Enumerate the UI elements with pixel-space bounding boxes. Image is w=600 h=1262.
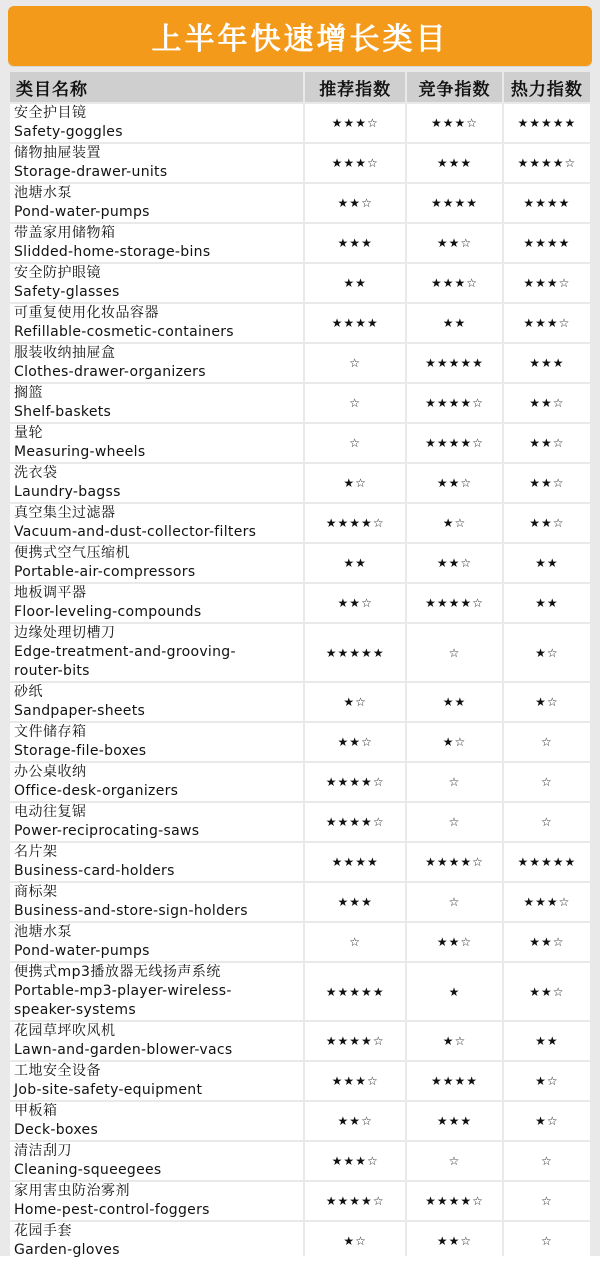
- table-row: [10, 803, 590, 841]
- category-name-en: Cleaning-squeegees: [14, 1162, 162, 1178]
- competition-stars: ★☆: [407, 504, 501, 542]
- category-name-en: Deck-boxes: [14, 1122, 99, 1138]
- competition-stars: ★★★★☆: [407, 1182, 501, 1220]
- recommend-stars: ★★★★★: [305, 963, 405, 1020]
- recommend-stars: ★★★☆: [305, 144, 405, 182]
- category-name-en-continued: router-bits: [14, 663, 90, 679]
- recommend-stars: ★★★★☆: [305, 1022, 405, 1060]
- category-name-en: Home-pest-control-foggers: [14, 1202, 210, 1218]
- table-header: [10, 72, 590, 102]
- heat-stars: ★★: [504, 544, 590, 582]
- category-name-en: Safety-glasses: [14, 284, 120, 300]
- recommend-stars: ★★★★: [305, 304, 405, 342]
- table-row: [10, 264, 590, 302]
- heat-stars: ☆: [504, 723, 590, 761]
- category-name-cell: [10, 763, 303, 801]
- heat-stars: ★★★☆: [504, 264, 590, 302]
- recommend-stars: ★★★★★: [305, 624, 405, 681]
- recommend-stars: ★☆: [305, 683, 405, 721]
- table-row: [10, 723, 590, 761]
- category-name-zh: 商标架: [14, 884, 58, 900]
- recommend-stars: ☆: [305, 384, 405, 422]
- recommend-stars: ★☆: [305, 464, 405, 502]
- category-name-cell: [10, 1102, 303, 1140]
- competition-stars: ☆: [407, 1142, 501, 1180]
- category-name-zh: 搁篮: [14, 385, 43, 401]
- heat-stars: ★★★☆: [504, 304, 590, 342]
- category-name-zh: 便携式空气压缩机: [14, 545, 130, 561]
- recommend-stars: ★★★★☆: [305, 803, 405, 841]
- category-name-zh: 名片架: [14, 844, 58, 860]
- competition-stars: ☆: [407, 883, 501, 921]
- category-name-zh: 花园草坪吹风机: [14, 1023, 116, 1039]
- table-row: [10, 1102, 590, 1140]
- heat-stars: ★★★★: [504, 184, 590, 222]
- category-name-zh: 安全护目镜: [14, 105, 87, 121]
- category-name-zh: 池塘水泵: [14, 185, 72, 201]
- heat-stars: ★★☆: [504, 424, 590, 462]
- category-name-en: Garden-gloves: [14, 1242, 120, 1258]
- category-name-zh: 砂纸: [14, 684, 43, 700]
- heat-stars: ★☆: [504, 1062, 590, 1100]
- competition-stars: ☆: [407, 624, 501, 681]
- heat-stars: ☆: [504, 1182, 590, 1220]
- table-row: [10, 384, 590, 422]
- competition-stars: ★★★★: [407, 1062, 501, 1100]
- table-row: [10, 464, 590, 502]
- category-name-cell: [10, 923, 303, 961]
- heat-stars: ★★★☆: [504, 883, 590, 921]
- category-name-en: Slidded-home-storage-bins: [14, 244, 211, 260]
- recommend-stars: ☆: [305, 424, 405, 462]
- category-name-en: Vacuum-and-dust-collector-filters: [14, 524, 257, 540]
- category-name-en: Pond-water-pumps: [14, 204, 150, 220]
- category-name-en: Sandpaper-sheets: [14, 703, 146, 719]
- table-row: [10, 544, 590, 582]
- page-title: 上半年快速增长类目: [8, 6, 592, 66]
- column-header-name: 类目名称: [10, 72, 303, 102]
- heat-stars: ★★★★★: [504, 104, 590, 142]
- column-header-competition: 竞争指数: [407, 72, 501, 102]
- competition-stars: ★★★☆: [407, 264, 501, 302]
- table-row: [10, 883, 590, 921]
- category-name-cell: [10, 344, 303, 382]
- recommend-stars: ★★★★: [305, 843, 405, 881]
- category-name-cell: [10, 144, 303, 182]
- competition-stars: ★☆: [407, 1022, 501, 1060]
- competition-stars: ☆: [407, 803, 501, 841]
- category-name-zh: 电动往复锯: [14, 804, 87, 820]
- competition-stars: ★★☆: [407, 923, 501, 961]
- competition-stars: ★☆: [407, 723, 501, 761]
- heat-stars: ☆: [504, 1142, 590, 1180]
- table-row: [10, 1222, 590, 1260]
- category-name-en: Lawn-and-garden-blower-vacs: [14, 1042, 233, 1058]
- category-name-en: Power-reciprocating-saws: [14, 823, 200, 839]
- heat-stars: ★★☆: [504, 384, 590, 422]
- category-name-en: Portable-mp3-player-wireless-: [14, 983, 232, 999]
- category-name-cell: [10, 104, 303, 142]
- table-row: [10, 1182, 590, 1220]
- category-name-cell: [10, 544, 303, 582]
- heat-stars: ☆: [504, 1222, 590, 1260]
- column-header-recommend: 推荐指数: [305, 72, 405, 102]
- competition-stars: ★★: [407, 304, 501, 342]
- category-name-cell: [10, 1062, 303, 1100]
- recommend-stars: ★★★☆: [305, 1142, 405, 1180]
- heat-stars: ★★☆: [504, 923, 590, 961]
- recommend-stars: ★★★☆: [305, 1062, 405, 1100]
- competition-stars: ★: [407, 963, 501, 1020]
- category-name-cell: [10, 184, 303, 222]
- recommend-stars: ★★★★☆: [305, 1182, 405, 1220]
- heat-stars: ★★☆: [504, 963, 590, 1020]
- competition-stars: ★★☆: [407, 1222, 501, 1260]
- category-name-en: Laundry-bagss: [14, 484, 121, 500]
- category-name-cell: [10, 224, 303, 262]
- heat-stars: ★☆: [504, 624, 590, 681]
- category-name-cell: [10, 843, 303, 881]
- category-name-zh: 文件储存箱: [14, 724, 87, 740]
- category-name-cell: [10, 504, 303, 542]
- category-name-cell: [10, 683, 303, 721]
- competition-stars: ★★★: [407, 144, 501, 182]
- category-name-zh: 工地安全设备: [14, 1063, 101, 1079]
- heat-stars: ☆: [504, 763, 590, 801]
- category-name-zh: 甲板箱: [14, 1103, 58, 1119]
- competition-stars: ☆: [407, 763, 501, 801]
- heat-stars: ★★: [504, 584, 590, 622]
- heat-stars: ★★☆: [504, 464, 590, 502]
- category-name-en: Safety-goggles: [14, 124, 123, 140]
- category-name-en: Job-site-safety-equipment: [14, 1082, 203, 1098]
- category-name-zh: 服装收纳抽屉盒: [14, 345, 116, 361]
- table-row: [10, 763, 590, 801]
- competition-stars: ★★★★☆: [407, 584, 501, 622]
- category-name-en: Floor-leveling-compounds: [14, 604, 202, 620]
- table-row: [10, 1062, 590, 1100]
- competition-stars: ★★: [407, 683, 501, 721]
- recommend-stars: ★★: [305, 544, 405, 582]
- column-header-heat: 热力指数: [504, 72, 590, 102]
- heat-stars: ★★★★: [504, 224, 590, 262]
- table-row: [10, 683, 590, 721]
- category-name-cell: [10, 424, 303, 462]
- competition-stars: ★★★★: [407, 184, 501, 222]
- category-name-cell: [10, 1022, 303, 1060]
- category-name-en-continued: speaker-systems: [14, 1002, 136, 1018]
- category-name-en: Edge-treatment-and-grooving-: [14, 644, 236, 660]
- category-name-cell: [10, 963, 303, 1020]
- competition-stars: ★★★★☆: [407, 843, 501, 881]
- table-body: [10, 104, 590, 1260]
- header-row: [10, 72, 590, 102]
- category-name-en: Pond-water-pumps: [14, 943, 150, 959]
- heat-stars: ☆: [504, 803, 590, 841]
- heat-stars: ★★★★☆: [504, 144, 590, 182]
- table-row: [10, 304, 590, 342]
- category-name-zh: 安全防护眼镜: [14, 265, 101, 281]
- category-name-en: Business-and-store-sign-holders: [14, 903, 248, 919]
- competition-stars: ★★★★☆: [407, 424, 501, 462]
- recommend-stars: ★★★: [305, 883, 405, 921]
- table-row: [10, 504, 590, 542]
- category-name-zh: 储物抽屉装置: [14, 145, 101, 161]
- recommend-stars: ☆: [305, 923, 405, 961]
- competition-stars: ★★☆: [407, 544, 501, 582]
- category-name-cell: [10, 1182, 303, 1220]
- category-name-cell: [10, 624, 303, 681]
- category-name-zh: 边缘处理切槽刀: [14, 625, 116, 641]
- heat-stars: ★★: [504, 1022, 590, 1060]
- category-name-zh: 地板调平器: [14, 585, 87, 601]
- recommend-stars: ★★☆: [305, 1102, 405, 1140]
- table-row: [10, 923, 590, 961]
- category-name-zh: 池塘水泵: [14, 924, 72, 940]
- category-name-cell: [10, 584, 303, 622]
- table-row: [10, 424, 590, 462]
- competition-stars: ★★★: [407, 1102, 501, 1140]
- table-row: [10, 184, 590, 222]
- category-name-zh: 量轮: [14, 425, 43, 441]
- recommend-stars: ★★☆: [305, 184, 405, 222]
- category-name-en: Storage-file-boxes: [14, 743, 147, 759]
- heat-stars: ★★★: [504, 344, 590, 382]
- table-row: [10, 144, 590, 182]
- recommend-stars: ★★: [305, 264, 405, 302]
- category-name-zh: 办公桌收纳: [14, 764, 87, 780]
- heat-stars: ★☆: [504, 683, 590, 721]
- recommend-stars: ★★☆: [305, 584, 405, 622]
- category-name-zh: 花园手套: [14, 1223, 72, 1239]
- category-name-en: Portable-air-compressors: [14, 564, 196, 580]
- category-name-en: Business-card-holders: [14, 863, 175, 879]
- table-row: [10, 1142, 590, 1180]
- table-row: [10, 624, 590, 681]
- heat-stars: ★★☆: [504, 504, 590, 542]
- category-name-en: Measuring-wheels: [14, 444, 146, 460]
- competition-stars: ★★★☆: [407, 104, 501, 142]
- category-name-zh: 可重复使用化妆品容器: [14, 305, 159, 321]
- table-row: [10, 344, 590, 382]
- competition-stars: ★★☆: [407, 464, 501, 502]
- competition-stars: ★★★★★: [407, 344, 501, 382]
- category-name-en: Storage-drawer-units: [14, 164, 168, 180]
- category-name-zh: 带盖家用储物箱: [14, 225, 116, 241]
- table-row: [10, 963, 590, 1020]
- recommend-stars: ★☆: [305, 1222, 405, 1260]
- category-name-cell: [10, 464, 303, 502]
- category-name-en: Office-desk-organizers: [14, 783, 179, 799]
- category-name-cell: [10, 883, 303, 921]
- category-name-cell: [10, 1222, 303, 1260]
- table-row: [10, 104, 590, 142]
- table-row: [10, 1022, 590, 1060]
- heat-stars: ★★★★★: [504, 843, 590, 881]
- category-name-cell: [10, 384, 303, 422]
- recommend-stars: ★★★★☆: [305, 504, 405, 542]
- category-table: [8, 70, 592, 1262]
- category-name-zh: 清洁刮刀: [14, 1143, 72, 1159]
- category-name-zh: 便携式mp3播放器无线扬声系统: [14, 964, 221, 980]
- competition-stars: ★★☆: [407, 224, 501, 262]
- category-name-cell: [10, 723, 303, 761]
- category-name-zh: 洗衣袋: [14, 465, 58, 481]
- recommend-stars: ★★★: [305, 224, 405, 262]
- category-name-zh: 真空集尘过滤器: [14, 505, 116, 521]
- table-row: [10, 843, 590, 881]
- category-name-en: Refillable-cosmetic-containers: [14, 324, 234, 340]
- category-name-en: Shelf-baskets: [14, 404, 112, 420]
- category-name-zh: 家用害虫防治雾剂: [14, 1183, 130, 1199]
- recommend-stars: ★★★☆: [305, 104, 405, 142]
- table-row: [10, 224, 590, 262]
- category-name-cell: [10, 264, 303, 302]
- category-name-cell: [10, 1142, 303, 1180]
- table-row: [10, 584, 590, 622]
- competition-stars: ★★★★☆: [407, 384, 501, 422]
- recommend-stars: ★★★★☆: [305, 763, 405, 801]
- recommend-stars: ☆: [305, 344, 405, 382]
- category-name-cell: [10, 803, 303, 841]
- category-name-cell: [10, 304, 303, 342]
- recommend-stars: ★★☆: [305, 723, 405, 761]
- heat-stars: ★☆: [504, 1102, 590, 1140]
- category-name-en: Clothes-drawer-organizers: [14, 364, 206, 380]
